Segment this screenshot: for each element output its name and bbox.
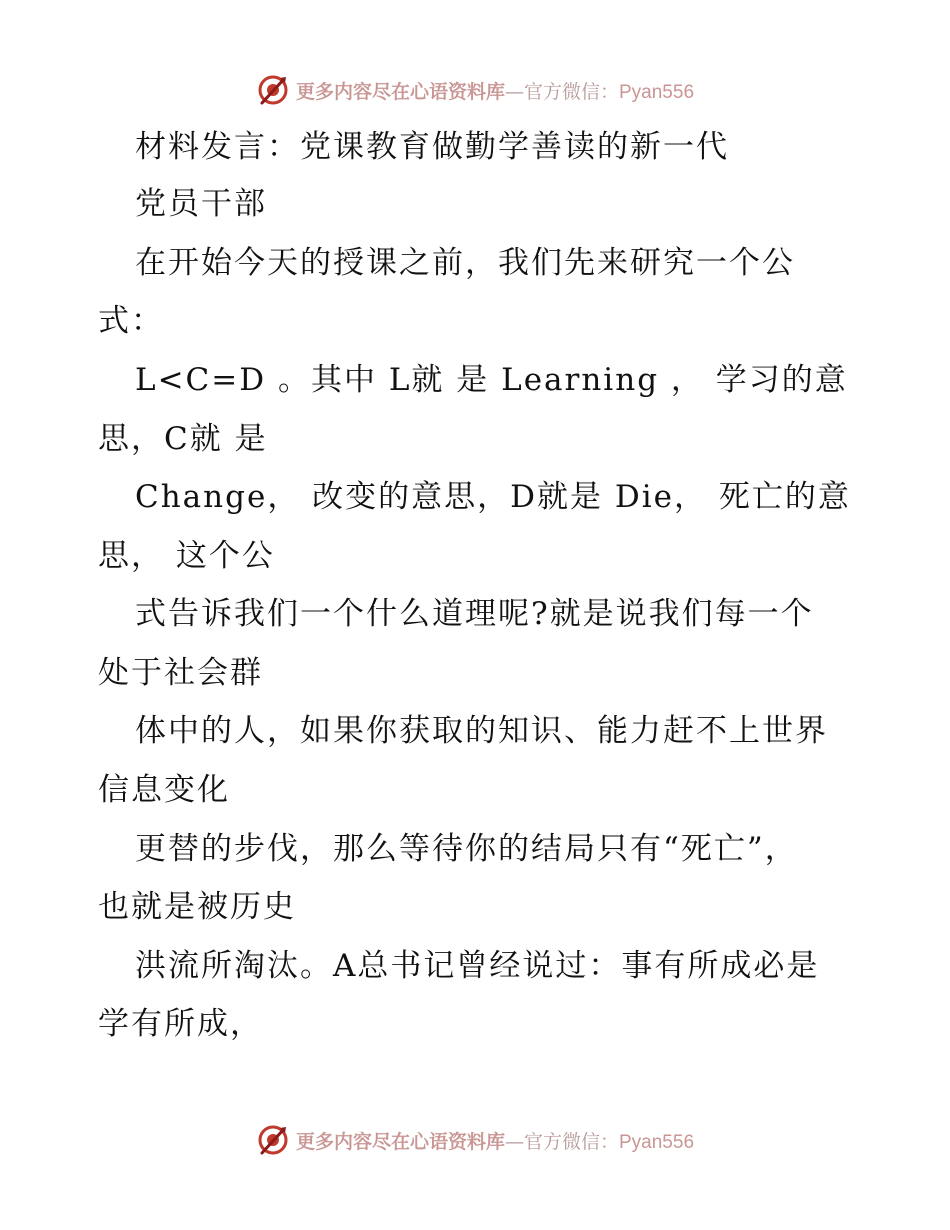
doc-line: 学有所成， (98, 1006, 263, 1042)
footer-watermark (0, 1120, 950, 1160)
doc-line: 在开始今天的授课之前，我们先来研究一个公 (135, 245, 795, 281)
library-logo-icon (256, 73, 290, 107)
watermark-dash: — (504, 80, 524, 103)
doc-line: 信息变化 (98, 772, 230, 808)
doc-line: 也就是被历史 (98, 889, 296, 925)
doc-line: 思， 这个公 (98, 538, 275, 574)
header-watermark (0, 70, 950, 110)
library-logo-icon (256, 1123, 290, 1157)
watermark-wechat-id: Pyan556 (619, 81, 695, 103)
watermark-brand: 更多内容尽在心语资料库 (295, 1130, 505, 1153)
doc-line: 体中的人，如果你获取的知识、能力赶不上世界 (135, 713, 828, 749)
doc-line: L<C=D 。其中 L就 是 Learning ， 学习的意 (135, 362, 848, 398)
doc-line: 式告诉我们一个什么道理呢?就是说我们每一个 (135, 596, 814, 632)
doc-line-title-cont: 党员干部 (135, 186, 267, 222)
watermark-wechat-id: Pyan556 (619, 1131, 695, 1153)
doc-line: 处于社会群 (98, 655, 263, 691)
watermark-dash: — (504, 1130, 524, 1153)
doc-line: Change， 改变的意思，D就是 Die， 死亡的意 (135, 479, 851, 515)
doc-line: 更替的步伐，那么等待你的结局只有“死亡”， (135, 831, 798, 867)
watermark-official-label: 官方微信： (523, 1130, 619, 1153)
watermark-official-label: 官方微信： (523, 80, 619, 103)
doc-line: 洪流所淘汰。A总书记曾经说过：事有所成必是 (135, 948, 820, 984)
watermark-brand: 更多内容尽在心语资料库 (295, 80, 505, 103)
doc-line: 式： (98, 303, 164, 339)
watermark-text (296, 77, 694, 104)
doc-line: 思，C就 是 (98, 421, 268, 457)
watermark-text (296, 1127, 694, 1154)
doc-line-title: 材料发言：党课教育做勤学善读的新一代 (135, 129, 729, 165)
